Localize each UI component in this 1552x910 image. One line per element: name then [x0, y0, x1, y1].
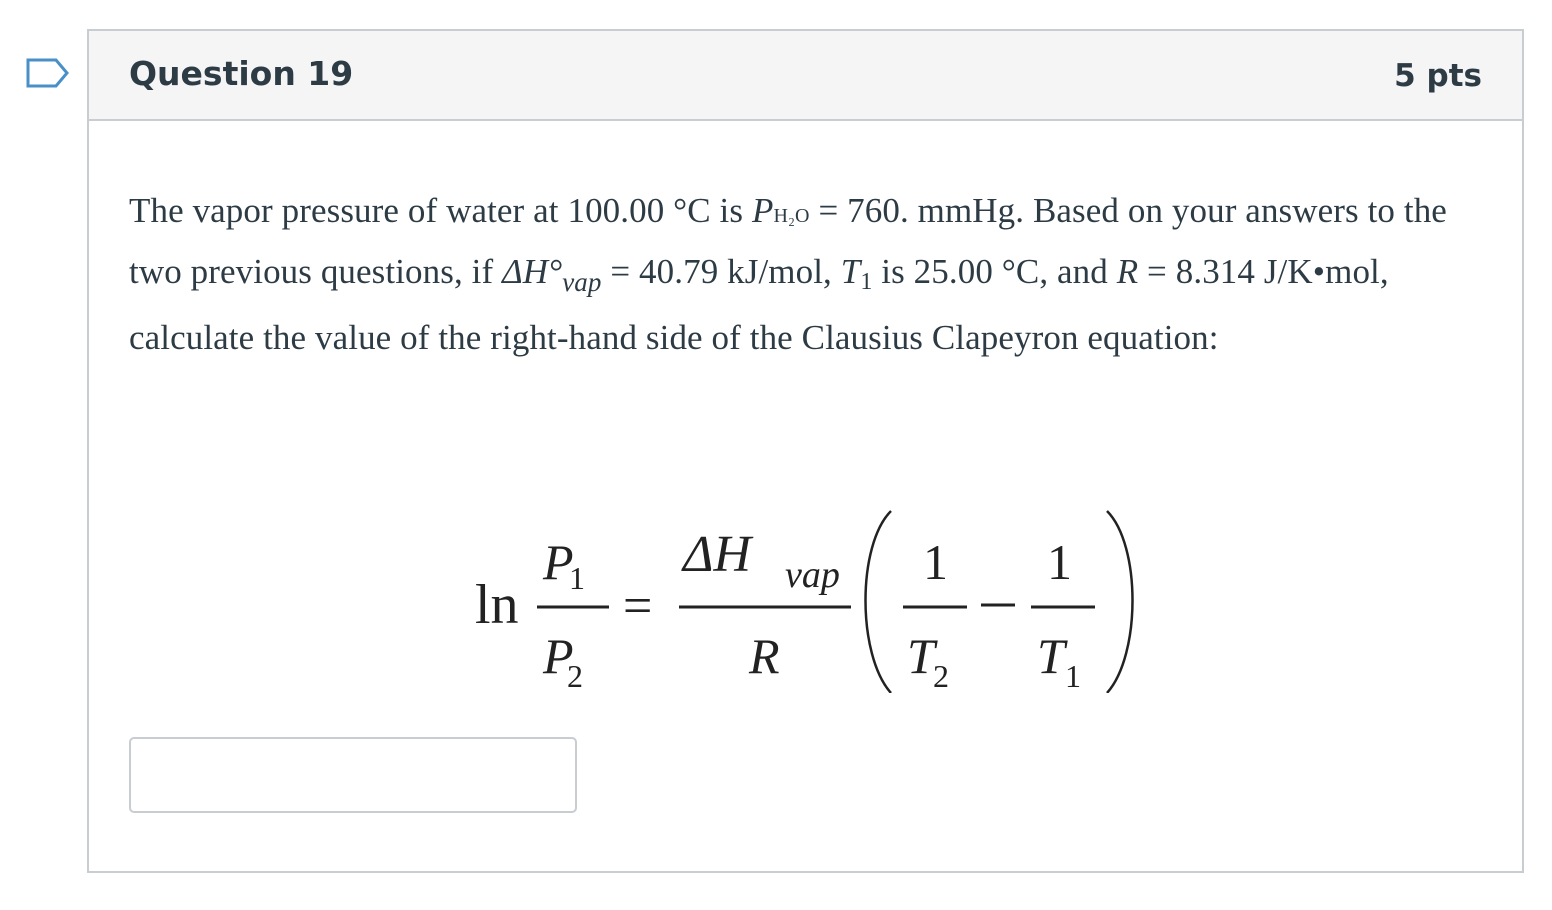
clausius-clapeyron-equation [463, 483, 1163, 693]
eq-left-paren [866, 511, 892, 693]
question-card [87, 29, 1524, 873]
symbol-delta-h-subscript: vap [562, 267, 602, 297]
eq-equals: = [623, 578, 653, 635]
question-text-part: = 760. mmHg. Based on your answers to the two previous questions, if [129, 191, 1447, 291]
flag-question-icon[interactable] [26, 58, 70, 88]
eq-t1-sub: 1 [1065, 658, 1081, 693]
question-text [129, 183, 1499, 366]
eq-p1: P [543, 534, 574, 590]
symbol-p: P [751, 191, 774, 230]
question-text-part: = 40.79 kJ/mol, [601, 252, 841, 291]
eq-t2: T [907, 628, 935, 684]
eq-t2-sub: 2 [933, 658, 949, 693]
eq-ln: ln [475, 574, 519, 636]
question-header [89, 31, 1522, 121]
eq-t1: T [1037, 628, 1065, 684]
eq-p2: P [543, 628, 574, 684]
eq-p2-sub: 2 [567, 658, 583, 693]
symbol-p-subscript: H₂O [773, 205, 810, 227]
answer-input[interactable] [129, 737, 577, 813]
eq-r: R [749, 628, 780, 684]
eq-right-paren [1107, 511, 1133, 693]
symbol-delta-h: ΔH° [502, 252, 563, 291]
eq-one-b: 1 [1047, 534, 1072, 590]
question-text-part: The vapor pressure of water at 100.00 °C is [129, 191, 752, 230]
question-title: Question 19 [129, 54, 354, 93]
question-text-part: is 25.00 °C, and [872, 252, 1117, 291]
question-text-part: = 8.314 J/K•mol, calculate the value of the right-hand side of the Clausius Clapeyron equation: [129, 252, 1389, 357]
symbol-t-subscript: 1 [860, 269, 873, 295]
symbol-r: R [1116, 252, 1139, 291]
symbol-t: T [840, 252, 861, 291]
eq-one-a: 1 [923, 534, 948, 590]
question-points: 5 pts [1394, 58, 1482, 94]
eq-delta-h: ΔH [683, 526, 752, 583]
eq-p1-sub: 1 [569, 560, 585, 596]
eq-vap: vap [785, 554, 840, 596]
